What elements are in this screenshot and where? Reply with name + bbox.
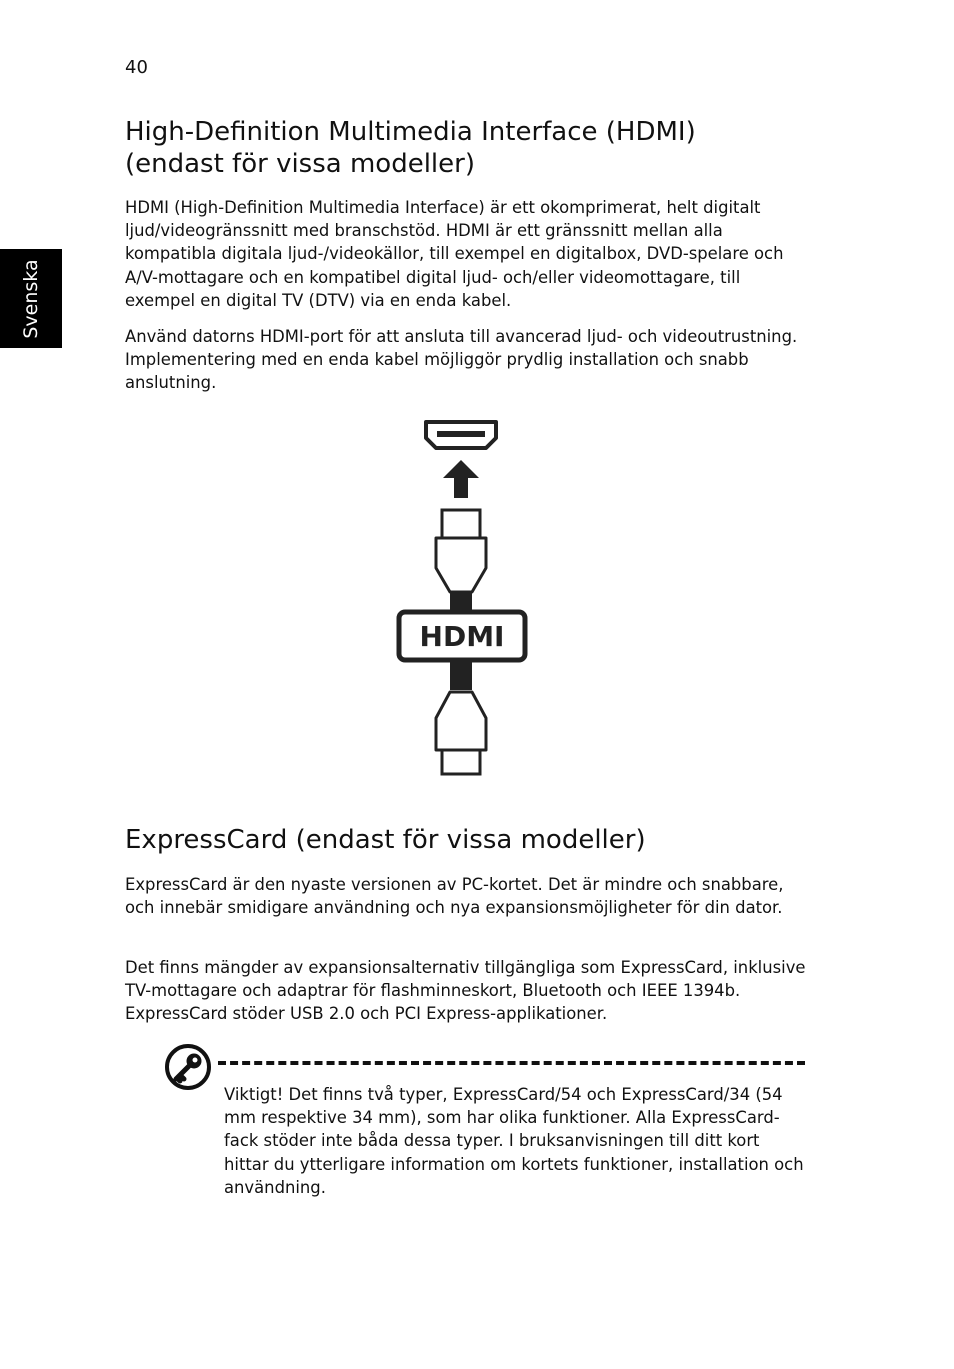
- page-number: 40: [125, 57, 148, 78]
- side-tab-label: Svenska: [20, 258, 42, 339]
- hdmi-heading: [125, 116, 815, 180]
- expresscard-heading: ExpressCard (endast för vissa modeller): [125, 825, 646, 855]
- key-icon: [163, 1042, 213, 1092]
- note-divider: [218, 1061, 805, 1065]
- hdmi-figure-label: HDMI: [419, 620, 505, 653]
- hdmi-heading-line1: High-Definition Multimedia Interface (HDMI): [125, 117, 696, 147]
- language-side-tab: [0, 249, 62, 348]
- expresscard-paragraph-2: Det finns mängder av expansionsalternativ tillgängliga som ExpressCard, inklusive TV-mottagare och adaptrar för flashminneskort, Bluetooth och IEEE 1394b. ExpressCard stöder USB 2.0 och PCI Express-applikationer.: [125, 958, 806, 1024]
- hdmi-cable-illustration: [380, 410, 540, 782]
- hdmi-plug-upper-icon: [436, 510, 486, 614]
- hdmi-heading-line2: (endast för vissa modeller): [125, 149, 475, 179]
- hdmi-plug-lower-icon: [436, 660, 486, 774]
- note-text: [224, 1083, 809, 1199]
- expresscard-paragraph-1: ExpressCard är den nyaste versionen av PC-kortet. Det är mindre och snabbare, och innebär smidigare användning och nya expansionsmöjligheter för din dator.: [125, 875, 784, 918]
- note-body: Det finns två typer, ExpressCard/54 och ExpressCard/34 (54 mm respektive 34 mm), som har olika funktioner. Alla ExpressCard-fack stöder inte båda dessa typer. I bruksanvisningen till ditt kort hittar du ytterligare information om kortets funktioner, installation och användning.: [224, 1085, 804, 1197]
- note-label: Viktigt!: [224, 1085, 284, 1104]
- arrow-up-icon: [443, 460, 479, 498]
- hdmi-paragraph-1: HDMI (High-Definition Multimedia Interface) är ett okomprimerat, helt digitalt ljud/videogränssnitt med branschstöd. HDMI är ett gränssnitt mellan alla kompatibla digitala ljud-/videokällor, till exempel en digitalbox, DVD-spelare och A/V-mottagare och en kompatibel digital ljud- och/eller videomottagare, till exempel en digital TV (DTV) via en enda kabel.: [125, 198, 784, 310]
- hdmi-paragraph-2: Använd datorns HDMI-port för att ansluta till avancerad ljud- och videoutrustning. Implementering med en enda kabel möjliggör prydlig installation och snabb anslutning.: [125, 327, 798, 393]
